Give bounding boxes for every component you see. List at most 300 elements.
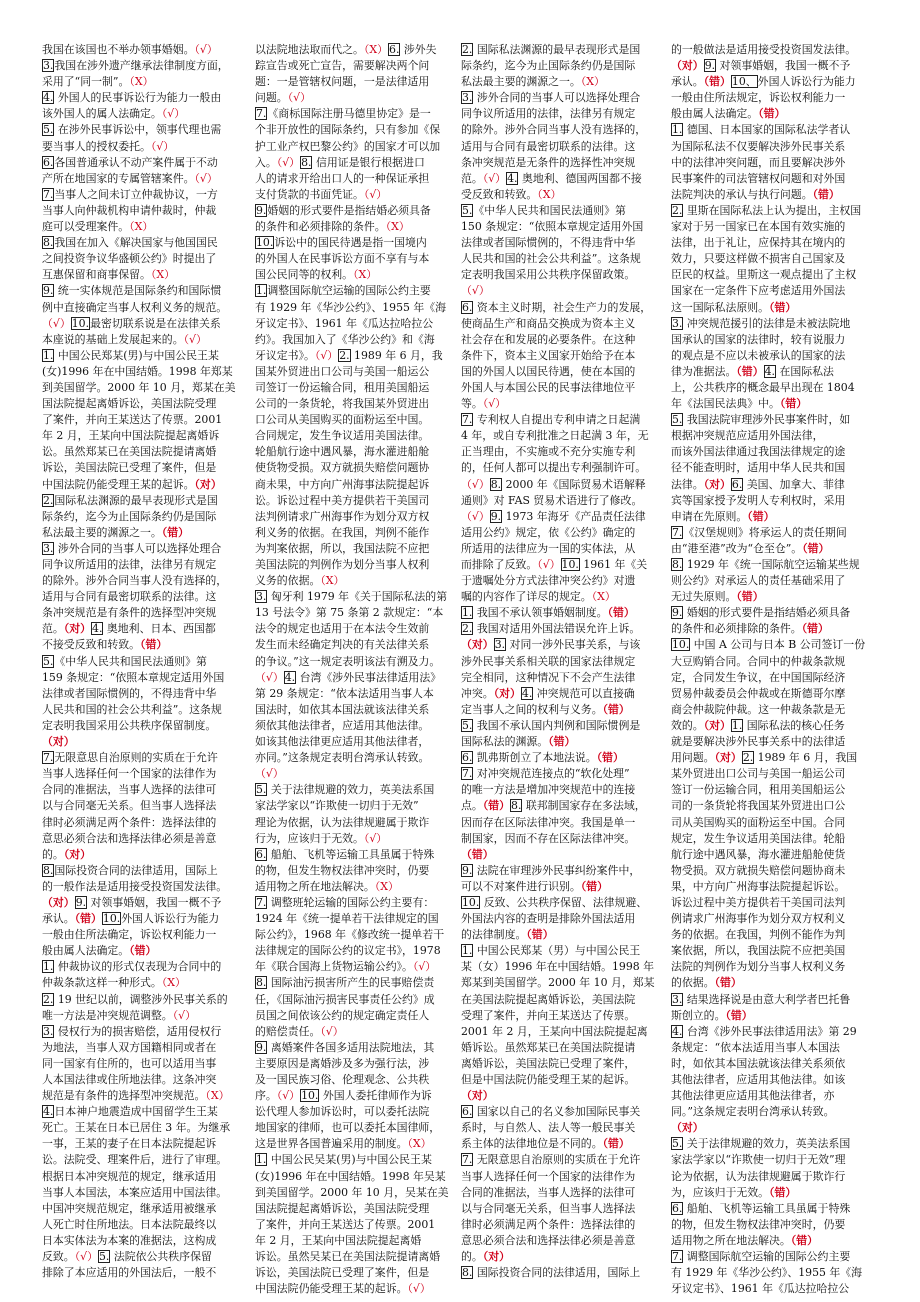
text-line: 无过失原则。（错） [671, 590, 764, 604]
answer-mark: （√） [42, 316, 71, 330]
text-line: 径不能查明时，适用中华人民共和国 [671, 461, 846, 475]
text-line: 3. 匈牙利 1979 年《关于国际私法的第 [256, 590, 448, 604]
item-number: 2. [43, 493, 54, 507]
text-line: 家对于另一国家已在本国有效实施的 [671, 220, 846, 234]
item-number: 8. [256, 976, 267, 990]
text-line: 因而存在区际法律冲突。我国是单一 [461, 815, 636, 829]
text-line: （对）3. 对同一涉外民事关系，与该 [461, 638, 641, 652]
answer-mark: （错） [607, 606, 635, 620]
text-line: 用问题。（对）2. 1989 年 6 月，我国 [671, 751, 858, 765]
text-line: 人本国法律或住所地法律。这条冲突 [42, 1073, 217, 1086]
text-line: 司的一条货轮将我国某外贸进出口公 [671, 799, 846, 813]
item-number: 6. [731, 477, 743, 491]
text-line: 讼代理人参加诉讼时，可以委托法院 [255, 1105, 430, 1119]
text-line: 家法学家以“诈欺使一切归于无效”理 [671, 1153, 846, 1167]
text-line: 的条件和必须排除的条件。（X） [255, 220, 410, 234]
answer-mark: （√） [482, 171, 507, 185]
text-line: 法院的判例作为划分当事人权利义务 [671, 960, 846, 974]
text-line: 不接受反致和转致。（错） [42, 638, 168, 652]
answer-mark: （错） [580, 879, 609, 893]
text-line: 9. 离婚案件各国多适用法院地法，其 [256, 1040, 435, 1054]
text-line: 中国冲突规范规定，继承适用被继承 [42, 1201, 217, 1215]
item-number: 9. [256, 203, 267, 217]
answer-mark: （错） [747, 509, 775, 523]
text-line: 年 2 月，王某向中国法院提起离婚诉 [42, 429, 220, 443]
text-line: 的依据。（错） [671, 976, 742, 990]
item-number: 7. [672, 1250, 683, 1264]
text-line: 口公司从美国购买的面粉运至中国。 [255, 413, 430, 427]
answer-mark: （对） [703, 477, 731, 491]
item-number: 3. [43, 541, 54, 555]
text-line: 2. 我国对适用外国法错误允许上诉。 [462, 622, 641, 636]
item-number: 10. [102, 912, 121, 926]
text-line: 我国在该国也不举办领事婚姻。（√） [42, 43, 218, 56]
text-line: （√）10.最密切联系说是在法律关系 [42, 316, 221, 330]
item-number: 9. [462, 863, 473, 877]
text-line: （对）9. 对领事婚姻，我国一概不予 [671, 59, 851, 73]
item-number: 1. [43, 960, 54, 974]
text-line: 6. 船舶、飞机等运输工具虽属于特殊 [256, 847, 435, 861]
text-line: 5.《中华人民共和国民法通则》第 [462, 203, 626, 217]
text-column-2 [255, 42, 458, 1300]
item-number: 4. [764, 364, 775, 378]
text-line: 际条约，迄今为止国际条约仍是国际 [461, 59, 636, 73]
text-line: 人的请求开给出口人的一种保证承担 [255, 171, 430, 185]
answer-mark: （错） [769, 1185, 797, 1199]
text-line: （√）4. 台湾《涉外民事法律适用法》 [255, 670, 442, 684]
text-line: 9. 统一实体规范是国际条约和国际惯 [43, 284, 222, 298]
answer-mark: （错） [779, 397, 808, 411]
answer-mark: （√） [287, 91, 311, 105]
answer-mark: （√） [276, 155, 301, 169]
text-line: 根据日本冲突规范的规定，继承适用 [42, 1169, 217, 1183]
item-number: 4. [284, 670, 296, 684]
text-line: 当事人选择任何一个国家的法律作为 [42, 767, 217, 781]
answer-mark: （错） [602, 702, 630, 716]
text-line: 际条约，迄今为止国际条约仍是国际 [42, 509, 217, 523]
text-line: 规定，发生争议适用美国法律。轮船 [671, 831, 846, 845]
text-line: 3. 冲突规范援引的法律是未被法院地 [672, 316, 851, 330]
text-line: 7. 无限意思自治原则的实质在于允许 [462, 1153, 641, 1167]
item-number: 3. [462, 91, 473, 105]
text-line: 定当事人之间的权利与义务。（错） [461, 702, 630, 716]
answer-mark: （√） [194, 43, 218, 56]
text-line: 个非开放性的国际条约，只有参加《保 [255, 123, 441, 137]
text-line: 条冲突规范是无条件的选择性冲突规 [461, 155, 636, 169]
text-line: 5. 在涉外民事诉讼中，领事代理也需 [43, 123, 222, 137]
text-line [461, 1088, 668, 1104]
text-line: 就是要解决涉外民事关系中的法律适 [671, 735, 846, 749]
text-line: 须依其他法律者，应适用其他法律。 [255, 718, 430, 732]
answer-mark: （错） [725, 1008, 753, 1022]
text-line: 6. 资本主义时期，社会生产力的发展， [462, 300, 652, 314]
answer-mark: （√） [461, 477, 490, 491]
text-line: 法律规定的国际公约的议定书》，1978 [255, 944, 441, 958]
text-line: 国家在一定条件下应考虑适用外国法 [671, 284, 846, 298]
text-line: 10.诉讼中的国民待遇是指一国境内 [256, 236, 427, 250]
text-column-4 [671, 42, 880, 1300]
text-line: 规范是有条件的选择型冲突规范。（X） [42, 1089, 230, 1103]
text-line: 牙议定书》。（√）2. 1989 年 6 月，我 [255, 348, 443, 362]
text-line: 4 年，或自专利批准之日起满 3 年，无 [461, 429, 649, 443]
item-number: 8. [43, 863, 54, 877]
answer-mark: （错） [703, 75, 731, 89]
text-line: 行为，应该归于无效。（√） [255, 831, 388, 845]
text-line: 8.国际投资合同的法律适用，国际上 [43, 863, 218, 877]
answer-mark: （错） [736, 364, 764, 378]
text-line: 则公约》对承运人的责任基础采用了 [671, 574, 846, 588]
answer-mark: （X） [161, 976, 186, 990]
text-line: 6. 船舶、飞机等运输工具虽属于特殊 [672, 1201, 851, 1215]
answer-mark: （错） [769, 300, 797, 314]
text-line: 第 29 条规定：“依本法适用当事人本 [255, 686, 434, 700]
text-line: 到美国留学。2000 年 10 月，吴某在美 [255, 1185, 449, 1199]
answer-mark: （对） [482, 1250, 511, 1264]
item-number: 3. [43, 59, 54, 73]
text-line: 5. 我国不承认国内判例和国际惯例是 [462, 718, 641, 732]
text-line: 同争议所适用的法律，法律另有规定 [461, 107, 636, 121]
text-line: 国法院提起离婚诉讼，美国法院受理 [42, 397, 217, 411]
item-number: 4. [521, 686, 533, 700]
text-line: 律为准据法。（错）4. 在国际私法 [671, 364, 834, 378]
text-line: 法判例请求广州海事作为划分双方权 [255, 509, 430, 523]
answer-mark: （对） [671, 1121, 704, 1135]
answer-mark: （X） [363, 43, 389, 56]
text-line: 利义务的依据。在我国，判例不能作 [255, 525, 430, 539]
item-number: 5. [43, 123, 54, 137]
item-number: 7. [462, 1153, 473, 1167]
item-number: 2. [742, 751, 754, 765]
text-line: 国法院提起离婚诉讼，美国法院受理 [255, 1201, 430, 1215]
text-line: 外国法内容的查明是排除外国法适用 [461, 912, 636, 926]
text-line: 效的。（对）1. 国际私法的核心任务 [671, 718, 845, 732]
text-line: 适用与合同有最密切联系的法律。这 [42, 590, 217, 604]
text-line: 6. 国家以自己的名义参加国际民事关 [462, 1105, 641, 1119]
answer-mark: （√） [461, 509, 490, 523]
text-line: 国法时，如依其本国法就该法律关系 [255, 702, 430, 716]
answer-mark: （错） [790, 1233, 819, 1247]
answer-mark: （错） [736, 590, 764, 604]
text-line: 6. 凯弗斯创立了本地法说。（错） [462, 751, 624, 765]
text-line: 斯创立的。（错） [671, 1008, 753, 1022]
answer-mark: （错） [801, 622, 829, 636]
text-line: 1. 中国公民吴某(男)与中国公民王某 [256, 1153, 432, 1167]
text-line: 7.《汉堡规则》将承运人的责任期间 [672, 525, 847, 539]
text-column-1 [42, 42, 250, 1300]
text-line: 外国人与本国公民的民事法律地位平 [461, 380, 636, 394]
answer-mark: （X） [537, 187, 562, 201]
text-line: 义务的依据。（X） [255, 574, 345, 588]
item-number: 8. [490, 477, 502, 491]
text-line: 于遗嘱处分方式法律冲突公约》对遗 [461, 574, 636, 588]
item-number: 1. [462, 606, 473, 620]
text-line: 3.我国在涉外遗产继承法律制度方面， [43, 59, 229, 73]
text-line: 际公约》，1968 年《修改统一提单若干 [255, 928, 445, 942]
text-line: 的唯一方法是增加冲突规范中的连接 [461, 783, 636, 797]
text-line: 该外国人的属人法确定。（√） [42, 107, 186, 121]
text-line: 以与合同毫无关系，但当事人选择法 [461, 1201, 636, 1215]
text-line: 正当理由，不实施或不充分实施专利 [461, 445, 636, 459]
item-number: 5. [462, 718, 473, 732]
answer-mark: （错） [74, 912, 102, 926]
text-line: 上，公共秩序的概念最早出现在 1804 [671, 380, 855, 394]
item-number: 8. [672, 558, 683, 571]
text-line: 使商品生产和商品交换成为资本主义 [461, 316, 636, 330]
text-line: 159 条规定：“依照本章规定适用外国 [42, 670, 225, 684]
answer-mark: （√） [74, 1250, 98, 1264]
text-line: 护工业产权巴黎公约》的国家才可以加 [255, 139, 441, 153]
text-line: 1. 仲裁协议的形式仅表现为合同中的 [43, 960, 222, 974]
text-line: 一事，王某的妻子在日本法院提起诉 [42, 1137, 217, 1151]
text-line: 亦同。”这条规定表明台湾承认转致。 [255, 751, 430, 765]
text-line: 公司的一条货轮，将我国某外贸进出 [255, 397, 430, 411]
text-line: 10. 反致、公共秩序保留、法律规避、 [462, 895, 648, 909]
text-line: 中国法院仍能受理王某的起诉。（对） [42, 477, 222, 491]
answer-mark: （对） [703, 718, 731, 732]
answer-mark: （对） [42, 735, 75, 749]
text-line: 2. 19 世纪以前，调整涉外民事关系的 [43, 992, 228, 1006]
text-line: 根据冲突规范应适用外国法律， [671, 429, 824, 443]
item-number: 4. [507, 171, 518, 185]
text-line: 案依据，所以，我国法院不应把美国 [671, 944, 846, 958]
text-line: 合同规定，发生争议适用美国法律。 [255, 429, 430, 443]
text-line: 法律或者国际惯例的，不得违背中华 [461, 236, 636, 250]
text-line: 通则》对 FAS 贸易术语进行了修改。 [461, 493, 643, 507]
text-line: 宾等国家授予发明人专利权时，采用 [671, 493, 846, 507]
item-number: 8. [43, 236, 54, 250]
item-number: 1. [462, 944, 473, 958]
text-line: 受理了案件，并向王某送达了传票。 [461, 1008, 636, 1022]
answer-mark: （√） [412, 960, 437, 974]
item-number: 1. [256, 1153, 267, 1167]
text-line: 4. 外国人的民事诉讼行为能力一般由 [43, 91, 222, 105]
text-line: 2. 里斯在国际私法上认为提出，主权国 [672, 203, 862, 217]
text-line: 诉讼，美国法院已受理了案件，但是 [255, 1266, 430, 1280]
text-line: 死亡。王某在日本已居住 3 年。为继承 [42, 1121, 231, 1135]
text-line: 了案件，并向王某送达了传票。2001 [255, 1217, 436, 1231]
item-number: 7. [672, 525, 683, 539]
text-line: 离婚诉讼，美国法院已受理了案件， [461, 1056, 636, 1070]
item-number: 8. [511, 799, 522, 813]
text-line: 这一国际私法原则。（错） [671, 300, 797, 314]
text-line: 7.当事人之间未订立仲裁协议，一方 [43, 187, 218, 201]
text-line: 由“港至港”改为“仓至仓”。（错） [671, 541, 830, 555]
text-line: 有 1929 年《华沙公约》、1955 年《海 [671, 1266, 863, 1280]
answer-mark: （错） [461, 847, 494, 861]
text-line: 定，合同发生争议，在中国国际经济 [671, 670, 846, 684]
text-line: (女)1996 年在中国结婚。1998 年郑某 [42, 364, 233, 378]
text-line: 的法律制度。（错） [461, 928, 554, 942]
text-line: 的赔偿责任。（√） [255, 1024, 344, 1038]
text-line: (女)1996 年在中国结婚。1998 年吴某 [255, 1169, 446, 1183]
text-line: 7. 对冲突规范连接点的“软化处理” [462, 767, 630, 781]
text-line: 这是世界各国普遍采用的制度。（X） [255, 1137, 432, 1151]
text-line: 点。（错）8. 联邦制国家存在多法域， [461, 799, 646, 813]
text-line: 为，应该归于无效。（错） [671, 1185, 797, 1199]
text-line: 1924 年《统一提单若干法律规定的国 [255, 912, 439, 926]
text-line: 商会仲裁院仲裁。这一仲裁条款是无 [671, 702, 846, 716]
text-line: 理论为依据，认为法律规避属于欺诈 [255, 815, 430, 829]
answer-mark: （对） [63, 847, 92, 861]
text-line: 民事案件的司法管辖权问题和对外国 [671, 171, 846, 185]
text-line: 系主体的法律地位是不同的。（错） [461, 1137, 630, 1151]
answer-mark: （X） [353, 268, 378, 282]
text-line: 要当事人的授权委托。（√） [42, 139, 175, 153]
text-line: 意思必须合法和选择法律必须是善意 [461, 1233, 636, 1247]
item-number: 2. [462, 622, 473, 636]
item-number: 9. [43, 284, 54, 298]
text-line: 2001 年 2 月，王某向中国法院提起离 [461, 1024, 648, 1038]
text-line: 制国家，因而不存在区际法律冲突。 [461, 831, 636, 845]
text-line: 意思必须合法和选择法律必须是善意 [42, 831, 217, 845]
answer-mark: （对） [461, 638, 494, 652]
text-line: 讼。法院受、理案件后，进行了审理。 [42, 1153, 228, 1167]
text-line: 诉讼过程中美方提供若干美国司法判 [671, 895, 846, 909]
text-line: 国公民同等的权利。（X） [255, 268, 378, 282]
answer-mark: （X） [205, 1089, 230, 1103]
text-line: 适用与合同有最密切联系的法律。这 [461, 139, 636, 153]
text-line: 8.我国在加入《解决国家与他国国民 [43, 236, 218, 250]
text-line: 大豆购销合同。合同中的仲裁条款规 [671, 654, 846, 668]
item-number: 3. [256, 590, 267, 604]
text-line: 7.无限意思自治原则的实质在于允许 [43, 751, 218, 765]
text-line: 例中直接确定当事人权利义务的规范。 [42, 300, 228, 314]
text-line: 果，中方向广州海事法院提起诉讼。 [671, 879, 846, 893]
text-line: 社会存在和发展的必要条件。在这种 [461, 332, 636, 346]
text-line: 年《联合国海上货物运输公约》。（√） [255, 960, 437, 974]
text-line: 私法最主要的渊源之一。（X） [461, 75, 605, 89]
text-line: 的。（对） [42, 847, 92, 861]
text-line: 轮船航行途中遇风暴，海水灌进船舱 [255, 445, 430, 459]
text-line: 等。（√） [461, 397, 507, 411]
item-number: 5. [462, 203, 473, 217]
text-line: 务的依据。在我国，判例不能作为判 [671, 928, 846, 942]
text-line: 婚诉讼。虽然郑某已在美国法院提请 [461, 1040, 636, 1054]
text-line: 人死亡时住所地法。日本法院最终以 [42, 1217, 217, 1231]
text-line: 同争议所适用的法律，法律另有规定 [42, 558, 217, 571]
answer-mark: （对） [493, 686, 521, 700]
text-line: 效力，只要这样做不损害自己国家及 [671, 252, 846, 266]
text-line: 同一国家有住所的，也可以适用当事 [42, 1056, 217, 1070]
text-line: 之间投资争议华盛顿公约》时提出了 [42, 252, 217, 266]
text-line: 适用物之所在地法解决。（X） [255, 879, 399, 893]
text-line: 庭可以受理案件。（X） [42, 220, 154, 234]
text-line: 其他法律更应适用其他法律者，亦 [671, 1089, 835, 1103]
text-line: 2.国际私法渊源的最早表现形式是国 [43, 493, 218, 507]
text-line: 8. 国际油污损害所产生的民事赔偿责 [256, 976, 435, 990]
answer-mark: （错） [758, 107, 786, 121]
text-line: 7.《商标国际注册马德里协定》是一 [256, 107, 431, 121]
item-number: 10. [256, 236, 274, 250]
text-line: 本座说的基础上发展起来的。（√） [42, 332, 207, 346]
item-number: 6. [389, 43, 400, 56]
text-line: 当事人选择任何一个国家的法律作为 [461, 1169, 636, 1183]
text-line: 5. 关于法律规避的效力，英美法系国 [672, 1137, 851, 1151]
answer-mark: （√） [161, 107, 186, 121]
item-number: 7. [43, 187, 54, 201]
text-line: 系时，与自然人、法人等一般民事关 [461, 1121, 636, 1135]
text-line: 有 1929 年《华沙公约》、1955 年《海 [255, 300, 447, 314]
text-line: 的物，但发生物权法律冲突时，仍要 [671, 1217, 846, 1231]
text-line: 排除了本应适用的外国法后，一般不 [42, 1266, 217, 1280]
text-line: 条冲突规范是有条件的选择型冲突规 [42, 606, 217, 620]
text-line: 受反致和转致。（X） [461, 187, 562, 201]
item-number: 8. [301, 155, 312, 169]
text-line: 了案件，并向王某送达了传票。2001 [42, 413, 223, 427]
item-number: 3. [672, 992, 683, 1006]
text-line: 国承认的国家的法律时，较有说服力 [671, 332, 846, 346]
item-number: 7. [43, 751, 54, 765]
item-number: 1. [672, 123, 683, 137]
text-line: 主要原因是离婚涉及多为强行法，涉 [255, 1056, 430, 1070]
item-number: 9. [256, 1040, 267, 1054]
text-line: 可以不对案件进行识别。（错） [461, 879, 609, 893]
text-line: 7. 调整班轮运输的国际公约主要有： [256, 895, 435, 909]
item-number: 2. [43, 992, 54, 1006]
text-line: 时，如依其本国法就该法律关系须依 [671, 1056, 846, 1070]
answer-mark: （错） [140, 638, 168, 652]
text-line: 一般由住所法规定，诉讼权利能力一 [671, 91, 846, 105]
item-number: 1. [43, 348, 54, 362]
text-line: 家法学家以“诈欺使一切归于无效” [255, 799, 419, 813]
item-number: 2. [339, 348, 350, 362]
text-line: 10. 中国 A 公司与日本 B 公司签订一份 [672, 638, 866, 652]
text-line: 到美国留学。2000 年 10 月，郑某在美 [42, 380, 236, 394]
item-number: 6. [462, 300, 473, 314]
text-line: 诉讼，美国法院已受理了案件，但是 [42, 461, 217, 475]
text-line: 为地法，当事人双方国籍相同或者在 [42, 1040, 217, 1054]
answer-mark: （√） [183, 332, 207, 346]
text-line: 适用物之所在地法解决。（错） [671, 1233, 819, 1247]
text-line: 互惠保留和商事保留。（X） [42, 268, 176, 282]
text-line: 国际私法的渊源。（错） [461, 735, 576, 749]
text-line: 其他法律者，应适用其他法律。如该 [671, 1073, 846, 1086]
item-number: 8. [462, 1266, 473, 1280]
text-line: 约》。我国加入了《华沙公约》和《海 [255, 332, 435, 346]
text-line: 为判案依据，所以，我国法院不应把 [255, 541, 430, 555]
text-line: 的除外。涉外合同当事人没有选择的， [42, 574, 228, 588]
text-line: 范。（对）4. 奥地利、日本、西国都 [42, 622, 216, 636]
text-line: 的条件和必须排除的条件。（错） [671, 622, 829, 636]
answer-mark: （X） [129, 220, 154, 234]
item-number: 10. [561, 558, 579, 571]
text-line: 同。”这条规定表明台湾承认转致。 [671, 1105, 835, 1119]
text-line: 定表明我国采用公共秩序保留政策。 [461, 268, 636, 282]
item-number: 1. [731, 718, 743, 732]
answer-mark: （√） [363, 187, 388, 201]
text-line: 完全相同，这种情况下不会产生法律 [461, 670, 636, 684]
text-line: 国某外贸进出口公司与美国一船运公 [255, 364, 430, 378]
answer-mark: （错） [548, 735, 576, 749]
text-line: 3. 结果选择说是由意大利学者巴托鲁 [672, 992, 851, 1006]
text-line: 而排除了反致。（√）10. 1961 年《关 [461, 558, 648, 571]
text-line: 签订一份运输合同，租用美国船运公 [671, 783, 846, 797]
answer-mark: （错） [482, 799, 511, 813]
text-line: （对）9. 对领事婚姻，我国一概不予 [42, 895, 222, 909]
text-line [255, 766, 458, 782]
text-line: 3. 侵权行为的损害赔偿，适用侵权行 [43, 1024, 222, 1038]
text-line: 申请在先原则。（错） [671, 509, 775, 523]
text-line: 人民共和国的社会公共利益”。这条规 [42, 702, 222, 716]
answer-mark: （错） [812, 187, 840, 201]
text-line: 承认。（错）10、外国人诉讼行为能力 [671, 75, 856, 89]
text-line: 6.各国普通承认不动产案件属于不动 [43, 155, 218, 169]
text-line: 而该外国法律通过我国法律规定的途 [671, 445, 846, 459]
text-line: 例请求广州海事作为划分双方权利义 [671, 912, 846, 926]
text-line: 的除外。涉外合同当事人没有选择的， [461, 123, 647, 137]
text-line: 使货物受损。双方就损失赔偿问题协 [255, 461, 430, 475]
text-line: 为国际私法不仅要解决涉外民事关系 [671, 139, 846, 153]
